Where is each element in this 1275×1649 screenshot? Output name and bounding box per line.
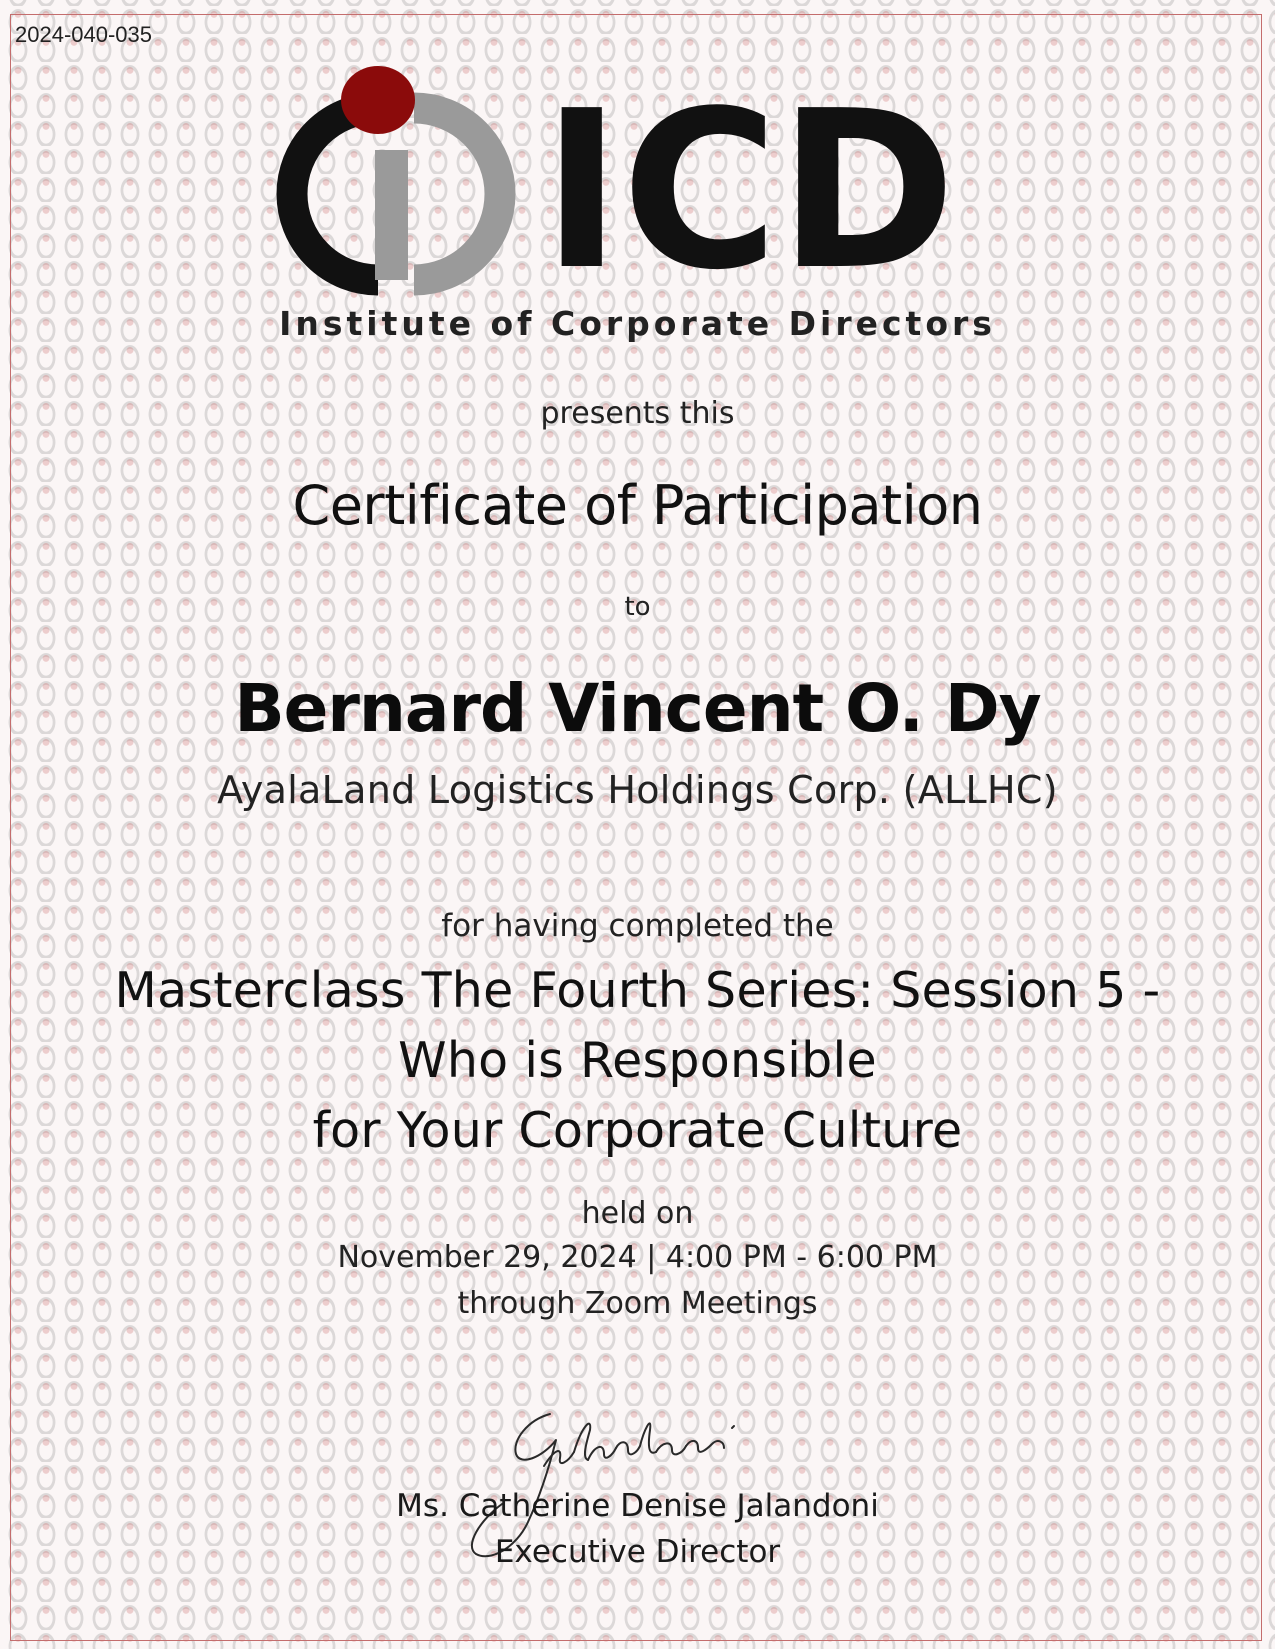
signatory-name: Ms. Catherine Denise Jalandoni xyxy=(396,1488,879,1524)
icd-logo xyxy=(274,66,1014,298)
logo-red-dot-icon xyxy=(341,66,415,134)
recipient-company: AyalaLand Logistics Holdings Corp. (ALLHC) xyxy=(217,768,1058,812)
presents-text: presents this xyxy=(540,396,735,431)
logo-i-stem-icon xyxy=(375,150,408,280)
logo-wordmark: ICD xyxy=(542,66,956,298)
logo-gray-arc-icon xyxy=(414,108,500,280)
to-text: to xyxy=(624,592,651,622)
organization-name: Institute of Corporate Directors xyxy=(279,304,996,343)
event-venue: through Zoom Meetings xyxy=(457,1286,818,1321)
event-date-time: November 29, 2024 | 4:00 PM - 6:00 PM xyxy=(337,1240,938,1275)
program-title xyxy=(0,956,1275,1166)
program-line-2: Who is Responsible xyxy=(398,1032,877,1089)
held-on-text: held on xyxy=(581,1196,694,1231)
program-line-1: Masterclass The Fourth Series: Session 5 - xyxy=(114,962,1161,1019)
signatory-position: Executive Director xyxy=(494,1534,781,1570)
certificate-title: Certificate of Participation xyxy=(292,474,983,537)
certificate-number: 2024-040-035 xyxy=(15,22,153,47)
recipient-name: Bernard Vincent O. Dy xyxy=(234,670,1041,747)
logo-black-arc-icon xyxy=(292,108,378,280)
program-line-3: for Your Corporate Culture xyxy=(312,1102,963,1159)
completion-text: for having completed the xyxy=(441,908,834,944)
